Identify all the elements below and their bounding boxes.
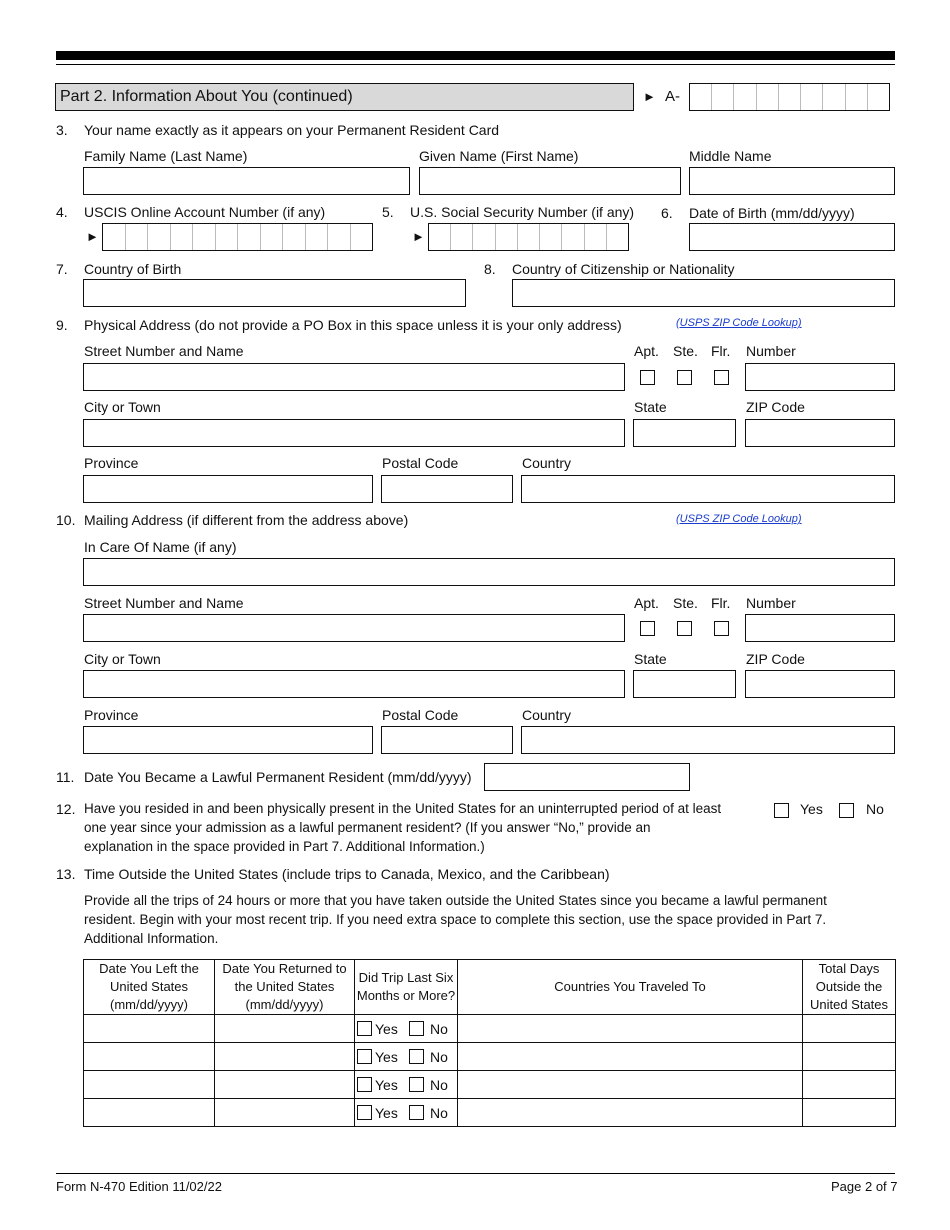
mail-state-select[interactable] bbox=[633, 670, 736, 698]
trip-no-checkbox[interactable] bbox=[409, 1021, 424, 1036]
country-of-birth-input[interactable] bbox=[83, 279, 466, 307]
given-name-label: Given Name (First Name) bbox=[419, 148, 579, 164]
mail-apt-checkbox[interactable] bbox=[640, 621, 655, 636]
city-input[interactable] bbox=[83, 419, 625, 447]
dob-input[interactable] bbox=[689, 223, 895, 251]
six-months-cell bbox=[355, 1099, 458, 1127]
zip-label: ZIP Code bbox=[746, 399, 805, 415]
mail-zip-label: ZIP Code bbox=[746, 651, 805, 667]
total-days-cell[interactable] bbox=[803, 1071, 896, 1099]
table-row bbox=[84, 1015, 896, 1043]
date-returned-cell[interactable] bbox=[215, 1043, 355, 1071]
q7-number: 7. bbox=[56, 261, 68, 277]
trip-no-checkbox[interactable] bbox=[409, 1049, 424, 1064]
q13-para-line-1: Provide all the trips of 24 hours or more that you have taken outside the United States since you became a lawful permanent bbox=[84, 893, 827, 908]
mail-postal-label: Postal Code bbox=[382, 707, 459, 723]
trips-header-row bbox=[84, 960, 896, 1015]
q13-instructions bbox=[84, 891, 894, 948]
trip-no-label: No bbox=[430, 1048, 448, 1065]
mail-ste-checkbox[interactable] bbox=[677, 621, 692, 636]
col-six-months: Did Trip Last Six Months or More? bbox=[355, 960, 458, 1015]
date-returned-cell[interactable] bbox=[215, 1099, 355, 1127]
mail-city-label: City or Town bbox=[84, 651, 161, 667]
trip-yes-label: Yes bbox=[375, 1076, 398, 1093]
mail-province-label: Province bbox=[84, 707, 139, 723]
q6-number: 6. bbox=[661, 205, 673, 221]
family-name-label: Family Name (Last Name) bbox=[84, 148, 248, 164]
ste-checkbox[interactable] bbox=[677, 370, 692, 385]
q10-zip-lookup-link[interactable]: (USPS ZIP Code Lookup) bbox=[676, 513, 802, 525]
date-returned-cell[interactable] bbox=[215, 1015, 355, 1043]
part-header bbox=[55, 83, 634, 111]
postal-input[interactable] bbox=[381, 475, 513, 503]
mail-country-input[interactable] bbox=[521, 726, 895, 754]
q4-label: USCIS Online Account Number (if any) bbox=[84, 204, 326, 220]
ste-label: Ste. bbox=[673, 343, 698, 359]
mail-postal-input[interactable] bbox=[381, 726, 513, 754]
countries-cell[interactable] bbox=[458, 1071, 803, 1099]
province-label: Province bbox=[84, 455, 139, 471]
a-number-prefix: A- bbox=[665, 88, 680, 105]
state-select[interactable] bbox=[633, 419, 736, 447]
mail-number-label: Number bbox=[746, 595, 796, 611]
q12-no-checkbox[interactable] bbox=[839, 803, 854, 818]
q3-label: Your name exactly as it appears on your Permanent Resident Card bbox=[84, 122, 500, 138]
q13-para-line-2: resident. Begin with your most recent trip. If you need extra space to complete this section, use the space provided in Part 7. bbox=[84, 912, 827, 927]
col-countries: Countries You Traveled To bbox=[458, 960, 803, 1015]
lpr-date-input[interactable] bbox=[484, 763, 690, 791]
care-of-input[interactable] bbox=[83, 558, 895, 586]
q8-number: 8. bbox=[484, 261, 496, 277]
six-months-cell bbox=[355, 1015, 458, 1043]
q13-para-line-3: Additional Information. bbox=[84, 931, 219, 946]
middle-name-input[interactable] bbox=[689, 167, 895, 195]
q11-number: 11. bbox=[56, 769, 75, 785]
trip-no-label: No bbox=[430, 1076, 448, 1093]
a-number-arrow-icon: ► bbox=[643, 89, 656, 104]
q12-no-label: No bbox=[866, 801, 884, 817]
trip-yes-checkbox[interactable] bbox=[357, 1105, 372, 1120]
state-label: State bbox=[634, 399, 667, 415]
six-months-cell bbox=[355, 1071, 458, 1099]
uscis-arrow-icon: ► bbox=[86, 229, 99, 244]
trip-no-label: No bbox=[430, 1104, 448, 1121]
q11-label: Date You Became a Lawful Permanent Resident (mm/dd/yyyy) bbox=[84, 769, 472, 785]
q5-number: 5. bbox=[382, 204, 394, 220]
flr-label: Flr. bbox=[711, 343, 731, 359]
part-title: Part 2. Information About You (continued) bbox=[60, 88, 353, 105]
trip-yes-checkbox[interactable] bbox=[357, 1077, 372, 1092]
total-days-cell[interactable] bbox=[803, 1043, 896, 1071]
footer-form-id: Form N-470 Edition 11/02/22 bbox=[56, 1179, 222, 1194]
q12-question bbox=[84, 799, 764, 856]
trip-yes-checkbox[interactable] bbox=[357, 1021, 372, 1036]
six-months-cell bbox=[355, 1043, 458, 1071]
mail-ste-label: Ste. bbox=[673, 595, 698, 611]
mail-street-input[interactable] bbox=[83, 614, 625, 642]
a-number-input[interactable] bbox=[689, 83, 890, 111]
q3-number: 3. bbox=[56, 122, 68, 138]
q12-yes-label: Yes bbox=[800, 801, 823, 817]
countries-cell[interactable] bbox=[458, 1043, 803, 1071]
ssn-arrow-icon: ► bbox=[412, 229, 425, 244]
q9-label: Physical Address (do not provide a PO Box in this space unless it is your only address) bbox=[84, 317, 622, 333]
flr-checkbox[interactable] bbox=[714, 370, 729, 385]
q8-label: Country of Citizenship or Nationality bbox=[512, 261, 735, 277]
q12-line-3: explanation in the space provided in Part 7. Additional Information.) bbox=[84, 839, 485, 854]
middle-name-label: Middle Name bbox=[689, 148, 772, 164]
trip-yes-label: Yes bbox=[375, 1104, 398, 1121]
trip-yes-checkbox[interactable] bbox=[357, 1049, 372, 1064]
mail-flr-checkbox[interactable] bbox=[714, 621, 729, 636]
number-label: Number bbox=[746, 343, 796, 359]
mail-apt-label: Apt. bbox=[634, 595, 659, 611]
q10-number: 10. bbox=[56, 512, 76, 528]
family-name-input[interactable] bbox=[83, 167, 410, 195]
unit-number-input[interactable] bbox=[745, 363, 895, 391]
q12-line-1: Have you resided in and been physically present in the United States for an uninterrupted period of at least bbox=[84, 801, 722, 816]
countries-cell[interactable] bbox=[458, 1099, 803, 1127]
ssn-input[interactable] bbox=[428, 223, 629, 251]
country-input[interactable] bbox=[521, 475, 895, 503]
q9-zip-lookup-link[interactable]: (USPS ZIP Code Lookup) bbox=[676, 317, 802, 329]
col-date-left: Date You Left the United States (mm/dd/yyyy) bbox=[84, 960, 215, 1015]
date-left-cell[interactable] bbox=[84, 1043, 215, 1071]
date-left-cell[interactable] bbox=[84, 1099, 215, 1127]
q4-number: 4. bbox=[56, 204, 68, 220]
trips-table bbox=[83, 959, 896, 1127]
table-row bbox=[84, 1043, 896, 1071]
uscis-account-input[interactable] bbox=[102, 223, 373, 251]
col-date-returned: Date You Returned to the United States (mm/dd/yyyy) bbox=[215, 960, 355, 1015]
given-name-input[interactable] bbox=[419, 167, 681, 195]
mail-country-label: Country bbox=[522, 707, 572, 723]
q7-label: Country of Birth bbox=[84, 261, 182, 277]
postal-label: Postal Code bbox=[382, 455, 459, 471]
col-total-days: Total Days Outside the United States bbox=[803, 960, 896, 1015]
q9-number: 9. bbox=[56, 317, 68, 333]
city-label: City or Town bbox=[84, 399, 161, 415]
q12-number: 12. bbox=[56, 801, 76, 817]
mail-province-input[interactable] bbox=[83, 726, 373, 754]
q6-label: Date of Birth (mm/dd/yyyy) bbox=[689, 205, 855, 221]
mail-city-input[interactable] bbox=[83, 670, 625, 698]
q12-line-2: one year since your admission as a lawful permanent resident? (If you answer “No,” provide an bbox=[84, 820, 651, 835]
q13-label: Time Outside the United States (include trips to Canada, Mexico, and the Caribbean) bbox=[84, 866, 610, 882]
date-left-cell[interactable] bbox=[84, 1071, 215, 1099]
top-thin-rule bbox=[56, 64, 895, 65]
date-left-cell[interactable] bbox=[84, 1015, 215, 1043]
date-returned-cell[interactable] bbox=[215, 1071, 355, 1099]
trip-yes-label: Yes bbox=[375, 1020, 398, 1037]
zip-input[interactable] bbox=[745, 419, 895, 447]
apt-checkbox[interactable] bbox=[640, 370, 655, 385]
mail-state-label: State bbox=[634, 651, 667, 667]
street-input[interactable] bbox=[83, 363, 625, 391]
q5-label: U.S. Social Security Number (if any) bbox=[410, 204, 635, 220]
province-input[interactable] bbox=[83, 475, 373, 503]
care-of-label: In Care Of Name (if any) bbox=[84, 539, 237, 555]
total-days-cell[interactable] bbox=[803, 1099, 896, 1127]
apt-label: Apt. bbox=[634, 343, 659, 359]
footer-rule bbox=[56, 1173, 895, 1174]
table-row bbox=[84, 1071, 896, 1099]
top-thick-rule bbox=[56, 51, 895, 60]
trip-yes-label: Yes bbox=[375, 1048, 398, 1065]
table-row bbox=[84, 1099, 896, 1127]
trip-no-checkbox[interactable] bbox=[409, 1077, 424, 1092]
footer-page-number: Page 2 of 7 bbox=[831, 1179, 898, 1194]
countries-cell[interactable] bbox=[458, 1015, 803, 1043]
trip-no-checkbox[interactable] bbox=[409, 1105, 424, 1120]
q13-number: 13. bbox=[56, 866, 76, 882]
q10-label: Mailing Address (if different from the address above) bbox=[84, 512, 409, 528]
mail-zip-input[interactable] bbox=[745, 670, 895, 698]
mail-street-label: Street Number and Name bbox=[84, 595, 244, 611]
q12-yes-checkbox[interactable] bbox=[774, 803, 789, 818]
mail-unit-number-input[interactable] bbox=[745, 614, 895, 642]
street-label: Street Number and Name bbox=[84, 343, 244, 359]
country-label: Country bbox=[522, 455, 572, 471]
total-days-cell[interactable] bbox=[803, 1015, 896, 1043]
mail-flr-label: Flr. bbox=[711, 595, 731, 611]
trip-no-label: No bbox=[430, 1020, 448, 1037]
citizenship-input[interactable] bbox=[512, 279, 895, 307]
